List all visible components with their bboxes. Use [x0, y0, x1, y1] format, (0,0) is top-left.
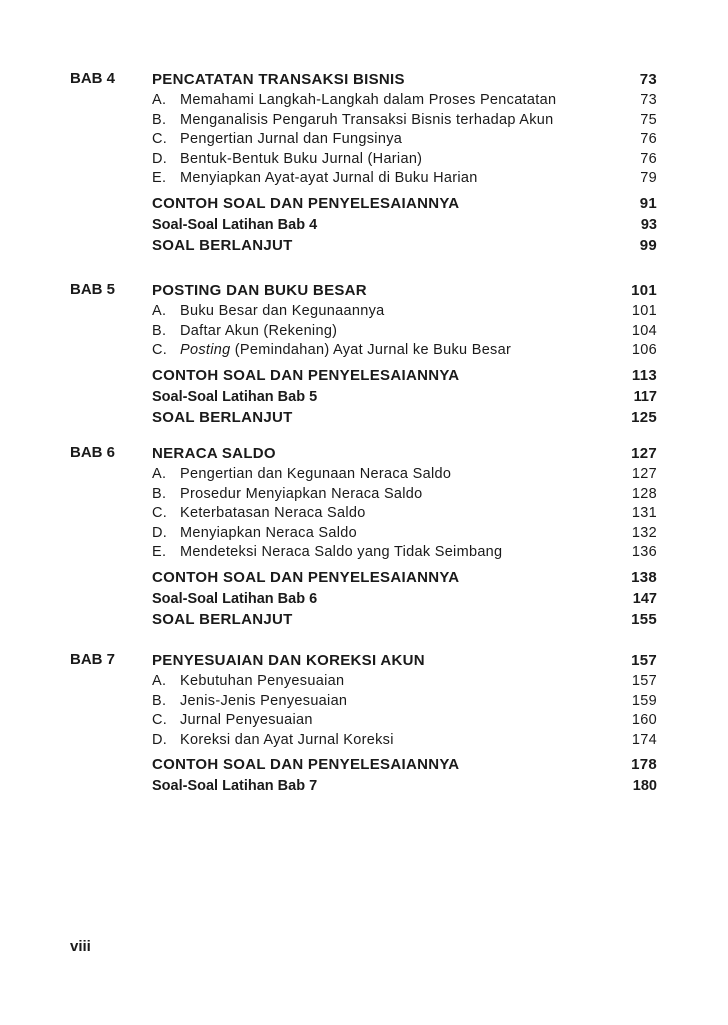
toc-subsection[interactable] — [152, 341, 657, 361]
chapter-block — [0, 443, 728, 631]
entry-title: SOAL BERLANJUT — [152, 408, 293, 426]
entry-page-number: 138 — [631, 568, 657, 586]
entry-page-number: 101 — [631, 282, 657, 299]
entry-page-number: 117 — [633, 388, 657, 405]
entry-title — [180, 341, 627, 361]
entry-page-number: 178 — [631, 756, 657, 773]
entry-title: Prosedur Menyiapkan Neraca Saldo — [180, 485, 423, 502]
subsection-letter: A. — [152, 303, 167, 319]
subsection-letter: D. — [152, 524, 168, 541]
toc-section[interactable] — [152, 609, 657, 631]
toc-section[interactable] — [152, 280, 657, 302]
subsection-letter: E. — [152, 544, 167, 560]
toc-section[interactable] — [152, 754, 657, 776]
entry-page-number: 131 — [631, 505, 657, 521]
toc-section[interactable] — [152, 69, 657, 91]
toc-section[interactable] — [152, 387, 657, 407]
toc-subsection[interactable] — [152, 711, 657, 731]
chapter-entries — [152, 650, 657, 796]
subsection-letter: A. — [152, 92, 167, 108]
toc-subsection[interactable] — [152, 91, 657, 111]
toc-subsection[interactable] — [152, 169, 657, 189]
chapter-block — [0, 69, 728, 257]
entry-page-number: 73 — [639, 71, 657, 88]
toc-section[interactable] — [152, 193, 657, 215]
page-number: viii — [70, 938, 91, 955]
entry-title: Jenis-Jenis Penyesuaian — [180, 692, 348, 709]
toc-subsection[interactable] — [152, 692, 657, 712]
entry-page-number: 136 — [631, 544, 657, 560]
toc-subsection[interactable] — [152, 543, 657, 563]
entry-page-number: 99 — [639, 236, 657, 254]
subsection-letter: C. — [152, 342, 168, 358]
entry-page-number: 106 — [631, 342, 657, 358]
subsection-letter: A. — [152, 466, 167, 482]
entry-page-number: 76 — [640, 131, 657, 147]
entry-page-number: 127 — [631, 445, 657, 462]
toc-section[interactable] — [152, 567, 657, 589]
entry-page-number: 113 — [631, 366, 657, 384]
toc-subsection[interactable] — [152, 524, 657, 544]
entry-title: Menganalisis Pengaruh Transaksi Bisnis terhadap Akun — [180, 111, 554, 128]
chapter-label: BAB 5 — [70, 281, 116, 298]
entry-page-number: 157 — [631, 652, 657, 669]
chapter-label: BAB 7 — [70, 651, 116, 668]
entry-page-number: 180 — [632, 778, 657, 794]
chapter-entries — [152, 443, 657, 631]
toc-subsection[interactable] — [152, 465, 657, 485]
toc-section[interactable] — [152, 650, 657, 672]
subsection-letter: D. — [152, 731, 168, 748]
chapter-block — [0, 650, 728, 796]
toc-section[interactable] — [152, 443, 657, 465]
entry-title: Kebutuhan Penyesuaian — [180, 673, 345, 689]
chapter-label: BAB 4 — [70, 70, 116, 87]
toc-subsection[interactable] — [152, 672, 657, 692]
subsection-letter: C. — [152, 131, 168, 147]
entry-page-number: 93 — [640, 216, 657, 233]
toc-subsection[interactable] — [152, 485, 657, 505]
toc-subsection[interactable] — [152, 504, 657, 524]
entry-title: Pengertian dan Kegunaan Neraca Saldo — [180, 466, 452, 482]
toc-section[interactable] — [152, 215, 657, 235]
entry-page-number: 73 — [640, 92, 657, 108]
entry-title: NERACA SALDO — [152, 445, 276, 462]
entry-page-number: 174 — [631, 731, 657, 748]
chapter-label: BAB 6 — [70, 444, 116, 461]
entry-page-number: 91 — [639, 194, 657, 212]
entry-title: Soal-Soal Latihan Bab 5 — [152, 388, 318, 405]
entry-title: PENYESUAIAN DAN KOREKSI AKUN — [152, 652, 425, 669]
subsection-letter: D. — [152, 150, 168, 167]
toc-section[interactable] — [152, 776, 657, 796]
toc-section[interactable] — [152, 235, 657, 257]
entry-title: Keterbatasan Neraca Saldo — [180, 505, 366, 521]
entry-page-number: 76 — [640, 150, 657, 167]
toc-subsection[interactable] — [152, 322, 657, 342]
toc-subsection[interactable] — [152, 130, 657, 150]
entry-page-number: 128 — [631, 485, 657, 502]
toc-subsection[interactable] — [152, 111, 657, 131]
entry-title: Bentuk-Bentuk Buku Jurnal (Harian) — [180, 150, 423, 167]
toc-section[interactable] — [152, 407, 657, 429]
subsection-letter: A. — [152, 673, 167, 689]
entry-title: Soal-Soal Latihan Bab 6 — [152, 590, 318, 607]
entry-title: Daftar Akun (Rekening) — [180, 322, 338, 339]
entry-title-italic: Posting — [180, 342, 231, 358]
entry-title: Menyiapkan Neraca Saldo — [180, 524, 357, 541]
entry-title: Soal-Soal Latihan Bab 4 — [152, 216, 318, 233]
chapter-entries — [152, 280, 657, 429]
entry-page-number: 79 — [640, 170, 657, 186]
chapter-block — [0, 280, 728, 429]
entry-page-number: 104 — [631, 322, 657, 339]
entry-title: Menyiapkan Ayat-ayat Jurnal di Buku Harian — [180, 170, 478, 186]
toc-subsection[interactable] — [152, 731, 657, 751]
entry-title: CONTOH SOAL DAN PENYELESAIANNYA — [152, 756, 460, 773]
entry-page-number: 132 — [631, 524, 657, 541]
subsection-letter: B. — [152, 485, 167, 502]
entry-title: PENCATATAN TRANSAKSI BISNIS — [152, 71, 405, 88]
entry-title: Memahami Langkah-Langkah dalam Proses Pencatatan — [180, 92, 557, 108]
entry-page-number: 101 — [631, 303, 657, 319]
subsection-letter: E. — [152, 170, 167, 186]
entry-title: SOAL BERLANJUT — [152, 236, 293, 254]
entry-page-number: 127 — [631, 466, 657, 482]
toc-section[interactable] — [152, 589, 657, 609]
entry-title-rest: (Pemindahan) Ayat Jurnal ke Buku Besar — [230, 342, 512, 358]
subsection-letter: C. — [152, 505, 168, 521]
entry-page-number: 159 — [631, 692, 657, 709]
entry-title: SOAL BERLANJUT — [152, 610, 293, 628]
entry-title: Buku Besar dan Kegunaannya — [180, 303, 385, 319]
entry-title: Pengertian Jurnal dan Fungsinya — [180, 131, 403, 147]
chapter-entries — [152, 69, 657, 257]
entry-title: Soal-Soal Latihan Bab 7 — [152, 778, 318, 794]
toc-section[interactable] — [152, 365, 657, 387]
entry-title: Koreksi dan Ayat Jurnal Koreksi — [180, 731, 394, 748]
toc-subsection[interactable] — [152, 302, 657, 322]
entry-title: CONTOH SOAL DAN PENYELESAIANNYA — [152, 568, 460, 586]
entry-title: Mendeteksi Neraca Saldo yang Tidak Seimbang — [180, 544, 503, 560]
entry-page-number: 75 — [640, 111, 657, 128]
entry-title: CONTOH SOAL DAN PENYELESAIANNYA — [152, 366, 460, 384]
entry-title: Jurnal Penyesuaian — [180, 712, 313, 728]
toc-subsection[interactable] — [152, 150, 657, 170]
entry-page-number: 157 — [631, 673, 657, 689]
subsection-letter: B. — [152, 111, 167, 128]
subsection-letter: C. — [152, 712, 168, 728]
entry-title: POSTING DAN BUKU BESAR — [152, 282, 367, 299]
entry-page-number: 160 — [631, 712, 657, 728]
subsection-letter: B. — [152, 692, 167, 709]
entry-page-number: 147 — [632, 590, 657, 607]
entry-page-number: 155 — [631, 610, 657, 628]
subsection-letter: B. — [152, 322, 167, 339]
entry-title: CONTOH SOAL DAN PENYELESAIANNYA — [152, 194, 460, 212]
entry-page-number: 125 — [631, 408, 657, 426]
